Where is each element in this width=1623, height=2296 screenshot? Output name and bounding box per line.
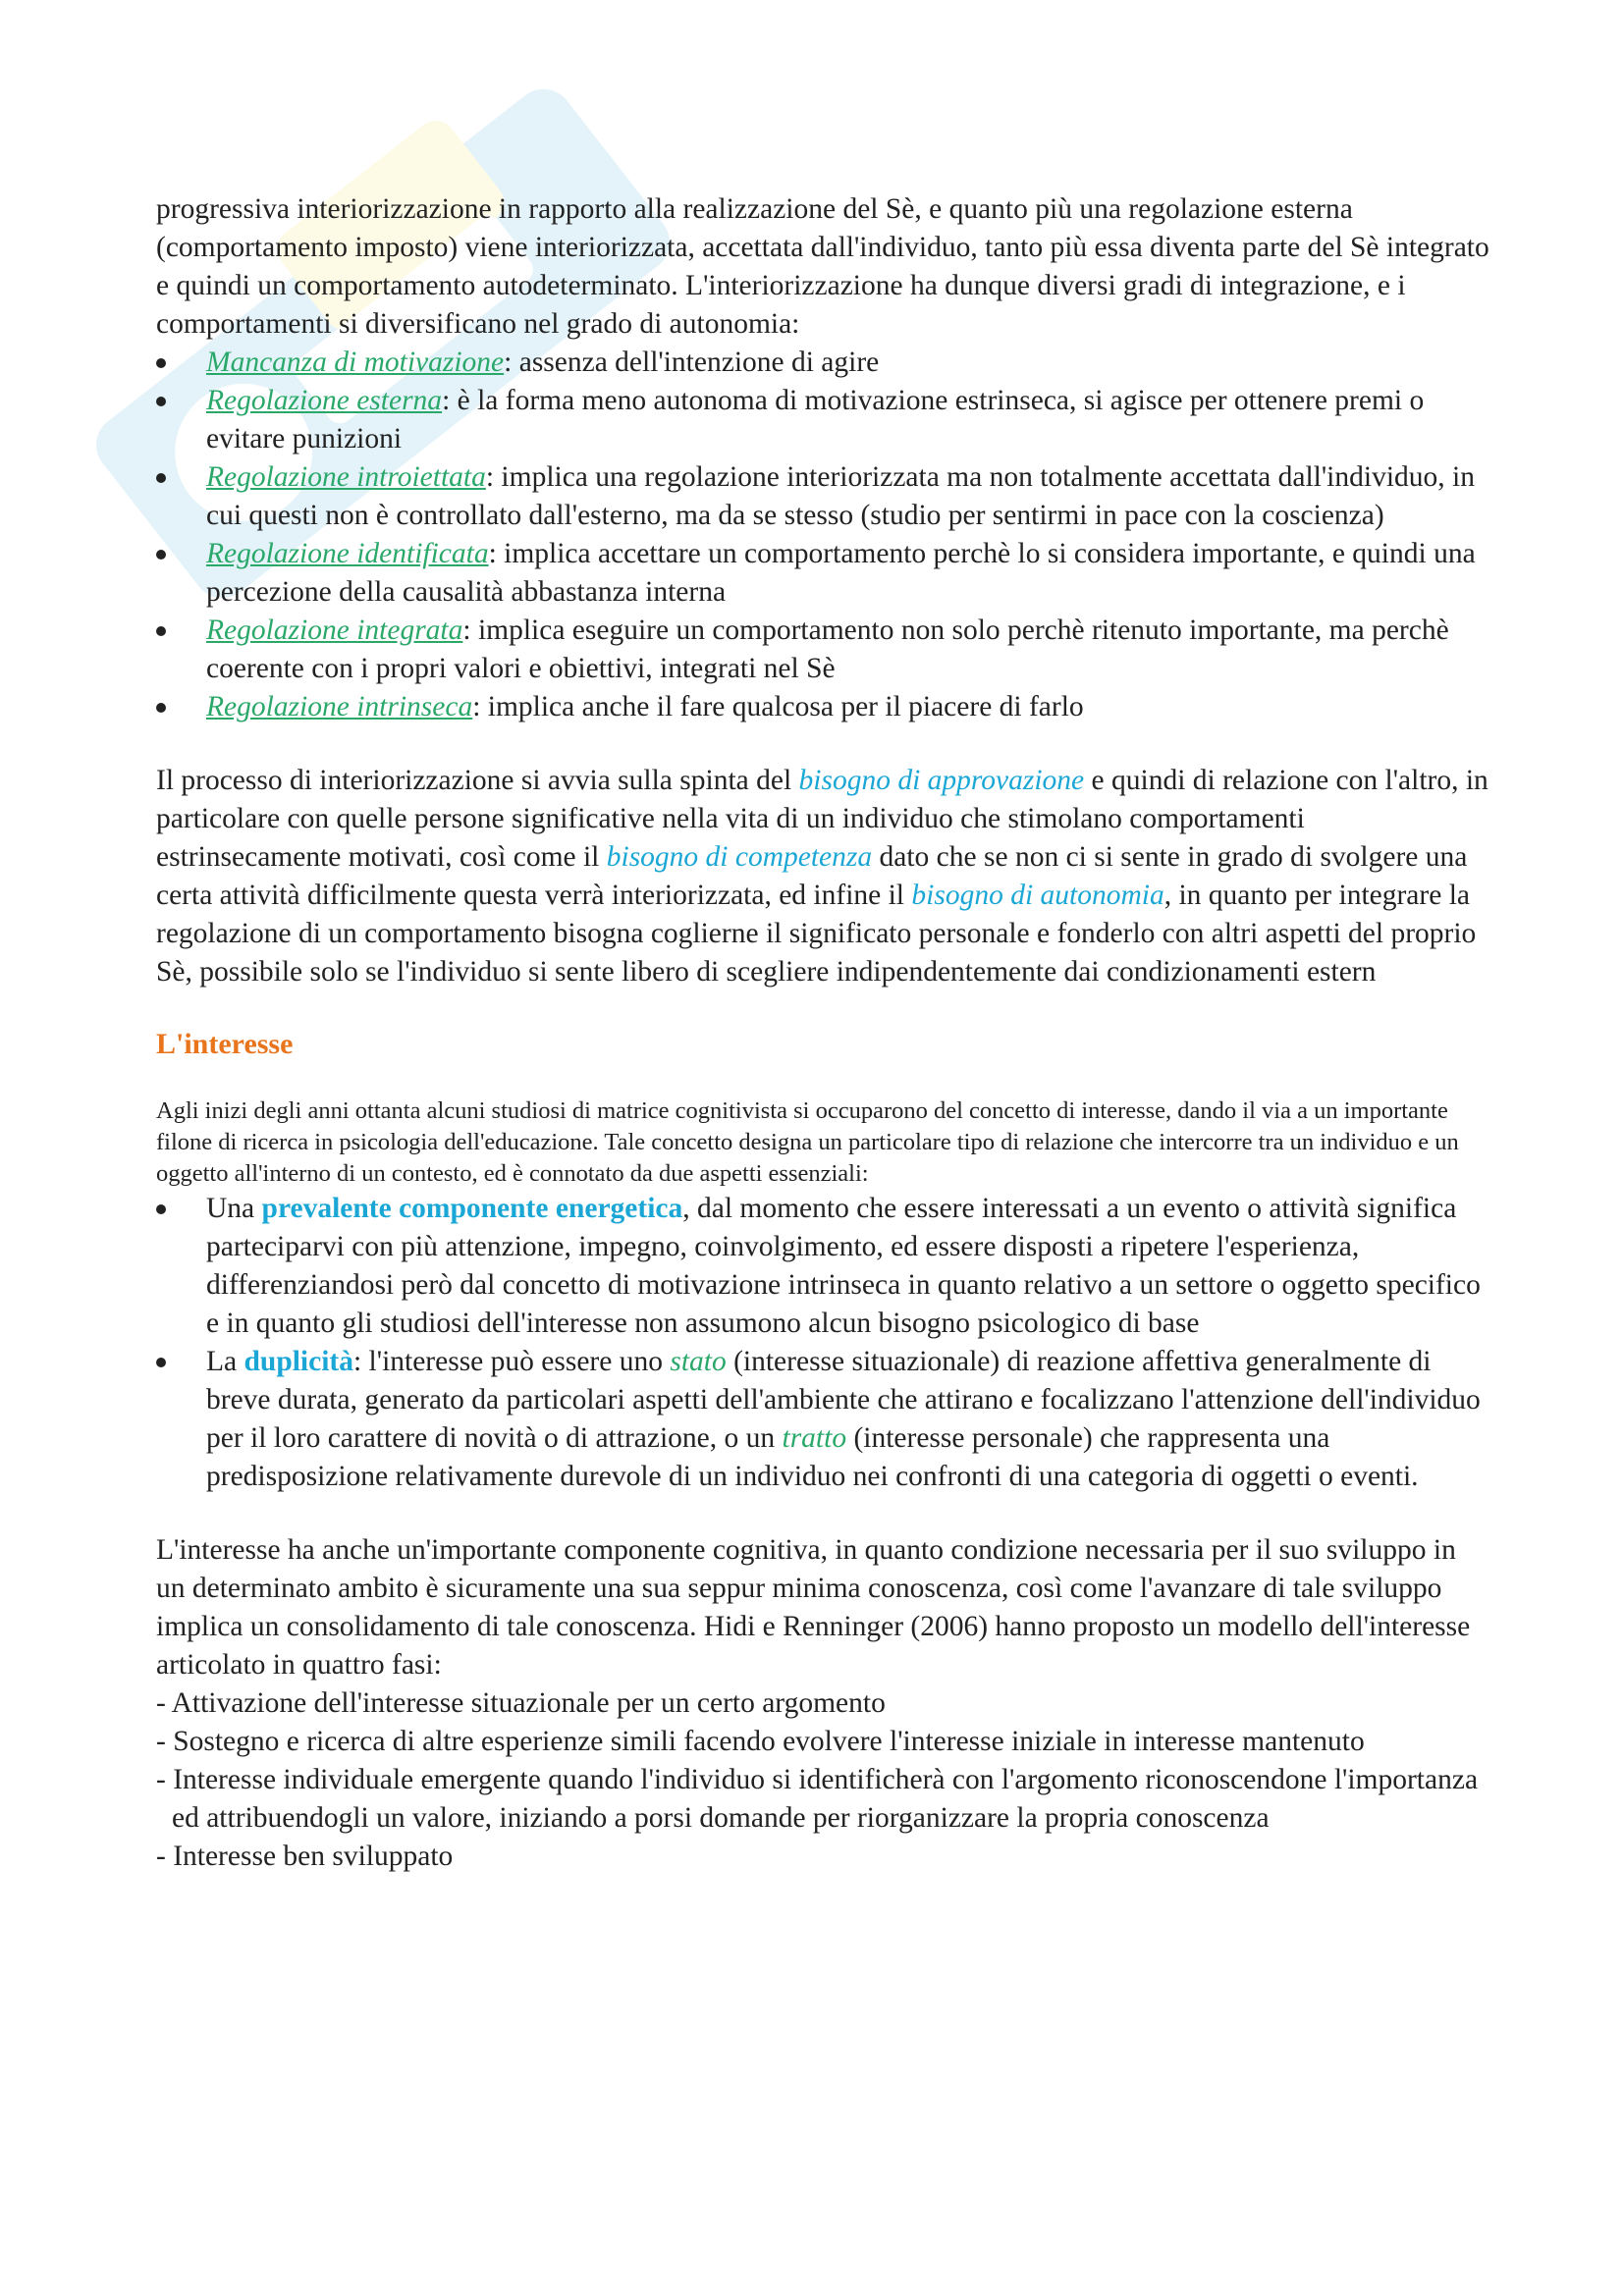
list-item [156,458,1491,535]
paragraph-interesse-intro: Agli inizi degli anni ottanta alcuni studiosi di matrice cognitivista si occuparono del concetto di interesse, dando il via a un importante filone di ricerca in psicologia dell'educazione. Tale concetto designa un particolare tipo di relazione che intercorre tra un individuo e un oggetto all'interno di un contesto, ed è connotato da due aspetti essenziali: [156,1097,1459,1187]
phase-item: - Interesse individuale emergente quando l'individuo si identificherà con l'argomento riconoscendone l'importanza ed attribuendogli un valore, iniziando a porsi domande per riorganizzare la propria conoscenza [156,1764,1479,1834]
list-item [156,1343,1491,1496]
bullet-icon [156,1358,166,1367]
list-item [156,612,1491,688]
text-run: e quindi di relazione con l'altro, in particolare con quelle persone significative nella vita di un individuo che stimolano comportamenti estrinsecamente motivati, così come il [156,765,1488,873]
phase-item: - Sostegno e ricerca di altre esperienze simili facendo evolvere l'interesse iniziale in interesse mantenuto [156,1726,1365,1757]
term-link[interactable]: Regolazione esterna [206,385,443,416]
emphasis-term: bisogno di autonomia [911,880,1164,911]
paragraph-process [156,762,1491,991]
phases-list [156,1684,1491,1876]
list-item-text: : implica anche il fare qualcosa per il piacere di farlo [472,691,1084,722]
list-item-text: : è la forma meno autonoma di motivazione estrinseca, si agisce per ottenere premi o evitare punizioni [206,385,1425,454]
regulation-list [156,344,1491,726]
list-item-text: : assenza dell'intenzione di agire [504,347,880,378]
text-run: : l'interesse può essere uno [352,1346,671,1377]
document-page [156,190,1491,1876]
emphasis-term: bisogno di competenza [606,841,873,873]
emphasis-term: bisogno di approvazione [798,765,1085,796]
term-link[interactable]: Regolazione introiettata [206,461,486,493]
emphasis-term: tratto [782,1422,847,1454]
list-item [156,382,1491,458]
bullet-icon [156,550,166,560]
term-link[interactable]: Regolazione integrata [206,614,463,646]
term-link[interactable]: Regolazione intrinseca [206,691,473,722]
term-link[interactable]: Mancanza di motivazione [206,347,505,378]
list-item [156,344,1491,382]
paragraph-cognitive: L'interesse ha anche un'importante componente cognitiva, in quanto condizione necessaria per il suo sviluppo in un determinato ambito è sicuramente una sua seppur minima conoscenza, così come l'avanzare di tale sviluppo implica un consolidamento di tale conoscenza. Hidi e Renninger (2006) hanno proposto un modello dell'interesse articolato in quattro fasi: [156,1534,1471,1681]
bullet-icon [156,397,166,406]
section-heading: L'interesse [156,1028,294,1060]
strong-term: duplicità [243,1346,353,1377]
list-item [156,535,1491,612]
paragraph-intro: progressiva interiorizzazione in rapporto alla realizzazione del Sè, e quanto più una regolazione esterna (comportamento imposto) viene interiorizzata, accettata dall'individuo, tanto più essa diventa parte del Sè integrato e quindi un comportamento autodeterminato. L'interiorizzazione ha dunque diversi gradi di integrazione, e i comportamenti si diversificano nel grado di autonomia: [156,193,1489,340]
list-item [156,688,1491,726]
text-run: , in quanto per integrare la regolazione di un comportamento bisogna coglierne il significato personale e fonderlo con altri aspetti del proprio Sè, possibile solo se l'individuo si sente libero di scegliere indipendentemente dai condizionamenti estern [156,880,1477,988]
phase-item: - Attivazione dell'interesse situazionale per un certo argomento [156,1687,886,1719]
text-run: Il processo di interiorizzazione si avvia sulla spinta del [156,765,799,796]
text-run: dato che se non ci si sente in grado di svolgere una certa attività difficilmente questa verrà interiorizzata, ed infine il [156,841,1468,911]
bullet-icon [156,1204,166,1214]
bullet-icon [156,703,166,713]
aspects-list [156,1190,1491,1496]
bullet-icon [156,358,166,368]
phase-item: - Interesse ben sviluppato [156,1841,454,1872]
text-run: , dal momento che essere interessati a un evento o attività significa parteciparvi con più attenzione, impegno, coinvolgimento, ed essere disposti a ripetere l'esperienza, differenziandosi però dal concetto di motivazione intrinseca in quanto relativo a un settore o oggetto specifico e in quanto gli studiosi dell'interesse non assumono alcun bisogno psicologico di base [206,1193,1481,1339]
list-item [156,1190,1491,1343]
text-run: (interesse personale) che rappresenta una predisposizione relativamente durevole di un individuo nei confronti di una categoria di oggetti o eventi. [206,1422,1419,1492]
text-run: Una [206,1193,262,1224]
text-run: (interesse situazionale) di reazione affettiva generalmente di breve durata, generato da particolari aspetti dell'ambiente che attirano e focalizzano l'attenzione dell'individuo per il loro carattere di novità o di attrazione, o un [206,1346,1481,1454]
list-item-text: : implica eseguire un comportamento non solo perchè ritenuto importante, ma perchè coerente con i propri valori e obiettivi, integrati nel Sè [206,614,1449,684]
bullet-icon [156,626,166,636]
list-item-text: : implica accettare un comportamento perchè lo si considera importante, e quindi una percezione della causalità abbastanza interna [206,538,1476,608]
term-link[interactable]: Regolazione identificata [206,538,489,569]
bullet-icon [156,473,166,483]
list-item-text: : implica una regolazione interiorizzata ma non totalmente accettata dall'individuo, in cui questi non è controllato dall'esterno, ma da se stesso (studio per sentirmi in pace con la coscienza) [206,461,1475,531]
strong-term: prevalente componente energetica [261,1193,683,1224]
text-run: La [206,1346,244,1377]
emphasis-term: stato [670,1346,727,1377]
